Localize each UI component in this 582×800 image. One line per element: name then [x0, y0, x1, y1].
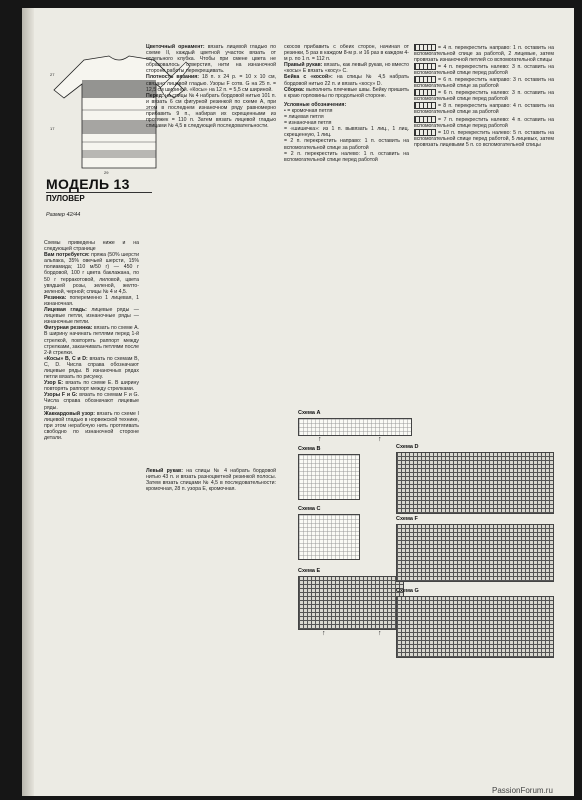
legend-title: Условные обозначения: [284, 101, 347, 108]
legend-item: = 2 п. перекрестить направо: 1 п. оставить на вспомогательной спице за работой [284, 138, 409, 151]
term: Фигурная резинка: [44, 325, 93, 332]
scheme-b-label: Схема В [298, 446, 321, 452]
term: «Косы» В, С и D: [44, 355, 88, 362]
paragraph: попеременно 1 лицевая, 1 изнаночная. [44, 294, 139, 307]
model-title: МОДЕЛЬ 13 [46, 176, 130, 192]
paragraph: вязать по схемам F и G. Числа справа обозначают лицевые ряды. [44, 392, 139, 411]
scheme-g-chart [396, 596, 554, 658]
term: Узоры F и G: [44, 392, 78, 399]
term: Сборка: [284, 86, 305, 93]
model-subtitle: ПУЛОВЕР [46, 194, 85, 203]
term: Жаккардовый узор: [44, 410, 96, 417]
paragraph: вязать по схеме А. В ширину начинать петлями перед 1-й стрелкой, повторять раппорт между стрелками, заканчивать петлями после 2-й стрелки. [44, 325, 139, 356]
legend-item: = «шишечка»: из 1 п. вывязать 1 лиц., 1 лиц. скрещенную, 1 лиц. [284, 126, 409, 139]
chart-symbol-icon [414, 129, 436, 136]
legend-item: = 4 п. перекрестить налево: 3 п. оставить на вспомогательной спице перед работой [414, 64, 554, 77]
term: Левый рукав: [146, 468, 183, 474]
scheme-d-chart [396, 452, 554, 514]
arrow-up-icon: ↑ [378, 436, 382, 443]
scheme-a-label: Схема А [298, 410, 321, 416]
page-spine [22, 8, 34, 796]
chart-symbol-icon [414, 116, 436, 123]
dim-label: 17 [50, 126, 55, 131]
column-4 [414, 44, 554, 399]
paragraph: на спицы № 4,5 набрать бордовой нитью 22 п. и вязать «косу» D. [284, 74, 409, 87]
legend-item: • = кромочная петля [284, 107, 333, 114]
dim-label: 29 [104, 170, 109, 175]
legend-item: = лицевая петля [284, 114, 324, 121]
term: Вам потребуется: [44, 252, 90, 259]
legend-item: = 6 п. перекрестить направо: 3 п. оставить на вспомогательной спице за работой [414, 77, 554, 90]
term: Цветочный орнамент: [146, 44, 205, 50]
legend-item: = 4 п. перекрестить направо: 1 п. оставить на вспомогательной спице за работой, 2 лицевые, затем провязать изнаночной петлей со вспомогательной спицы [414, 44, 554, 64]
term: Бейка с «косой»: [284, 74, 333, 81]
scheme-c-label: Схема С [298, 506, 321, 512]
paragraph: вязать лицевой гладью по схеме II, каждый цветной участок вязать от отдельного клубка. Чтобы при смене цвета не образовалось отверстия, нити на изнаночной стороне работы перекрещивать. [146, 44, 276, 75]
watermark: PassionForum.ru [492, 786, 553, 795]
paragraph: вязать по схемам В, С, D. Числа справа обозначают лицевые ряды. В изнаночных рядах петли вязать по рисунку. [44, 355, 139, 381]
dim-label: 27 [50, 72, 55, 77]
legend-item: = 6 п. перекрестить налево: 3 п. оставить на вспомогательной спице перед работой [414, 90, 554, 103]
legend-item: = 10 п. перекрестить налево: 5 п. оставить на вспомогательной спице перед работой, 5 лицевых, затем провязать лицевыми 5 п. со вспомогательной спицы [414, 129, 554, 148]
paragraph: лицевые ряды — лицевые петли, изнаночные ряды — изнаночные петли. [44, 307, 139, 326]
scheme-a-chart [298, 418, 412, 436]
arrow-up-icon: ↑ [322, 630, 326, 637]
scheme-c-chart [298, 514, 360, 560]
size-line: Размер 42/44 [46, 212, 81, 218]
term: Перед: [146, 92, 164, 99]
scheme-e-chart [298, 576, 404, 630]
column-3 [284, 44, 409, 414]
column-2 [146, 44, 276, 414]
scheme-f-label: Схема F [396, 516, 418, 522]
chart-symbol-icon [414, 44, 436, 51]
paragraph: 18 п. х 24 р. = 10 х 10 см, связано лицевой гладью. Узоры F сотв. G на 25 п. = 12,5 см шириной. «Косы» на 12 п. = 5,5 см шириной. [146, 74, 276, 93]
paragraph: пряжа (50% шерсти альпака, 35% овечьей шерсти, 15% полиамида; 110 м/50 г) — 450 г бордовой, 100 г цвета баклажана, по 50 г терракотовой, лиловой, цвета увядшей розы, зеленой, желто-зеленой, черной; спицы № 4 и 4,5. [44, 252, 139, 295]
term: Узор Е: [44, 380, 64, 387]
legend-item: = 7 п. перекрестить налево: 4 п. оставить на вспомогательной спице перед работой [414, 116, 554, 129]
title-rule [46, 192, 152, 193]
arrow-up-icon: ↑ [318, 436, 322, 443]
scheme-b-chart [298, 454, 360, 500]
legend-item: = 8 п. перекрестить направо: 4 п. оставить на вспомогательной спице за работой [414, 103, 554, 116]
scheme-f-chart [396, 524, 554, 582]
scheme-g-label: Схема G [396, 588, 419, 594]
legend-item: = изнаночная петля [284, 120, 332, 127]
paragraph: вязать по схеме I лицевой гладью в норвежской технике, при этом нерабочую нить протягивать свободно по изнаночной стороне детали. [44, 410, 139, 441]
term: Плотность вязания: [146, 74, 199, 81]
column-2-lower [146, 468, 276, 698]
magazine-sheet [22, 8, 574, 796]
paragraph: на спицы № 4 набрать бордовой нитью 101 п. и вязать 6 см фигурной резинкой по схеме А, при этом в последнем изнаночном ряду равномерно прибавить 9 п., набирая их скрещенными из протяжек = 110 п. Затем вязать лицевой гладью спицами № 4,5 в следующей последовательности. [146, 92, 276, 130]
paragraph: выполнить плечевые швы. Бейку пришить к краю горловины по продольной стороне. [284, 86, 409, 99]
term: Резинка: [44, 294, 67, 301]
paragraph: вязать, как левый рукав, но вместо «косы» Е вязать «косу» С. [284, 62, 409, 75]
term: Правый рукав: [284, 62, 323, 69]
paragraph: скосов прибавить с обеих сторон, начиная от резинки, 5 раз в каждом 8-м р. и 16 раз в каждом 4-м р. по 1 п. = 112 п. [284, 44, 409, 63]
paragraph: Схемы приведены ниже и на следующей странице [44, 240, 139, 253]
column-1 [44, 240, 139, 780]
legend-item: = 2 п. перекрестить налево: 1 п. оставить на вспомогательной спице перед работой [284, 150, 409, 163]
scheme-e-label: Схема Е [298, 568, 321, 574]
arrow-up-icon: ↑ [378, 630, 382, 637]
paragraph: на спицы № 4 набрать бордовой нитью 43 п. и вязать разноцветной резинкой полосы. Затем вязать спицами № 4,5 в последовательности: кромочная, 28 п. узора Е, кромочная. [146, 468, 276, 493]
scheme-d-label: Схема D [396, 444, 419, 450]
term: Лицевая гладь: [44, 307, 87, 314]
paragraph: вязать по схеме Е. В ширину повторять раппорт между стрелками. [44, 380, 139, 393]
